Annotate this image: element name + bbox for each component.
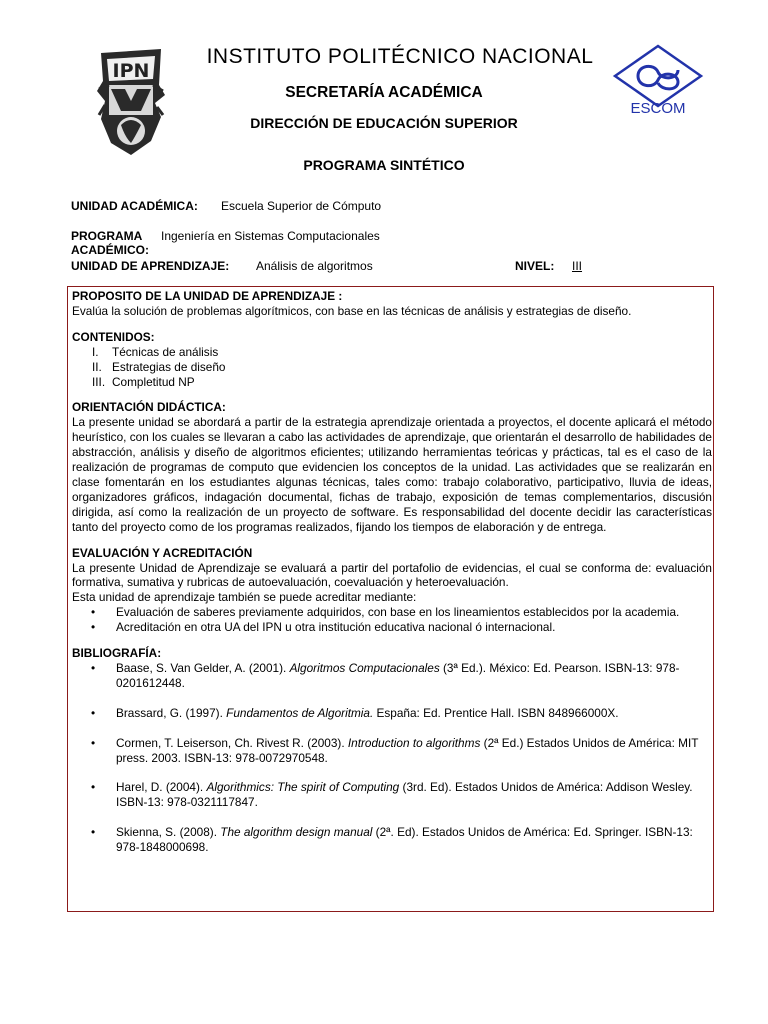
unidad-aprendizaje-label: UNIDAD DE APRENDIZAJE:	[71, 259, 230, 273]
list-item: I. Técnicas de análisis	[92, 344, 219, 359]
evaluacion-text-2: Esta unidad de aprendizaje también se puede acreditar mediante:	[72, 590, 417, 605]
secretariat-title: SECRETARÍA ACADÉMICA	[285, 84, 483, 101]
evaluacion-text: La presente Unidad de Aprendizaje se evaluará a partir del portafolio de evidencias, el cual se conforma de: evaluación formativa, sumativa y rubricas de autoevaluación, coevaluación y heteroevaluación.	[72, 560, 712, 590]
bibliography-item: • Baase, S. Van Gelder, A. (2001). Algoritmos Computacionales (3ª Ed.). México: Ed. Pearson. ISBN-13: 978-0201612448.	[72, 661, 712, 691]
bibliography-item: • Cormen, T. Leiserson, Ch. Rivest R. (2003). Introduction to algorithms (2ª Ed.) Estados Unidos de América: MIT press. 2003. ISBN-13: 978-0072970548.	[72, 736, 712, 766]
unidad-academica-value: Escuela Superior de Cómputo	[221, 199, 382, 213]
list-item: III. Completitud NP	[92, 374, 195, 389]
evaluacion-list	[72, 605, 712, 635]
ipn-logo-letters: IPN	[112, 60, 150, 82]
programa-label-line1: PROGRAMA	[71, 229, 143, 243]
nivel-label: NIVEL:	[515, 259, 555, 273]
list-item: • Evaluación de saberes previamente adquiridos, con base en los lineamientos establecidos por la academia.	[72, 605, 712, 620]
list-item: • Acreditación en otra UA del IPN u otra institución educativa nacional ó internacional.	[72, 620, 712, 635]
bibliography-item: • Skienna, S. (2008). The algorithm design manual (2ª. Ed). Estados Unidos de América: Ed. Springer. ISBN-13: 978-1848000698.	[72, 825, 712, 855]
institution-title: INSTITUTO POLITÉCNICO NACIONAL	[206, 45, 594, 68]
proposito-title: PROPOSITO DE LA UNIDAD DE APRENDIZAJE :	[72, 289, 343, 303]
programa-label-line2: ACADÉMICO:	[71, 243, 149, 257]
content-body	[72, 289, 712, 870]
contenidos-title: CONTENIDOS:	[72, 329, 155, 344]
evaluacion-title: EVALUACIÓN Y ACREDITACIÓN	[72, 545, 253, 560]
orientacion-text: La presente unidad se abordará a partir de la estrategia aprendizaje orientada a proyectos, el docente aplicará el método heurístico, con los cuales se llevaran a cabo las actividades de aprendizaje, que orientarán el desarrollo de habilidades de abstracción, análisis y diseño de algoritmos eficientes; utilizando herramientas teóricas y prácticas, tal es el caso de la realización de programas de computo que evidencien los conceptos de la unidad. Las actividades que se realizarán en clase fomentarán en los estudiantes algunas técnicas, tales como: trabajo colaborativo, participativo, lluvia de ideas, organizadores gráficos, indagación documental, fichas de trabajo, exposición de temas complementarios, discusión dirigida, así como la realización de un proyecto de software. Es responsabilidad del docente decidir las características tanto del proyecto como de los programas realizados, fijando los tiempos de elaboración y de entrega.	[72, 415, 712, 534]
program-type-title: PROGRAMA SINTÉTICO	[303, 157, 465, 173]
orientacion-title: ORIENTACIÓN DIDÁCTICA:	[72, 400, 226, 415]
unidad-academica-label: UNIDAD ACADÉMICA:	[71, 199, 198, 213]
bibliografia-title: BIBLIOGRAFÍA:	[72, 646, 162, 661]
list-item: II. Estrategias de diseño	[92, 359, 226, 374]
bibliography-item: • Harel, D. (2004). Algorithmics: The spirit of Computing (3rd. Ed). Estados Unidos de América: Addison Wesley. ISBN-13: 978-0321117847.	[72, 780, 712, 810]
nivel-value: III	[572, 259, 583, 273]
programa-value: Ingeniería en Sistemas Computacionales	[161, 229, 380, 243]
bibliography-item: • Brassard, G. (1997). Fundamentos de Algoritmia. España: Ed. Prentice Hall. ISBN 848966000X.	[72, 706, 712, 721]
bibliografia-list	[72, 661, 712, 855]
unidad-aprendizaje-value: Análisis de algoritmos	[256, 259, 373, 273]
direction-title: DIRECCIÓN DE EDUCACIÓN SUPERIOR	[250, 115, 518, 131]
proposito-text: Evalúa la solución de problemas algorítmicos, con base en las técnicas de análisis y estrategias de diseño.	[72, 303, 632, 318]
escom-logo-text: ESCOM	[630, 100, 686, 115]
contenidos-list	[72, 345, 712, 390]
